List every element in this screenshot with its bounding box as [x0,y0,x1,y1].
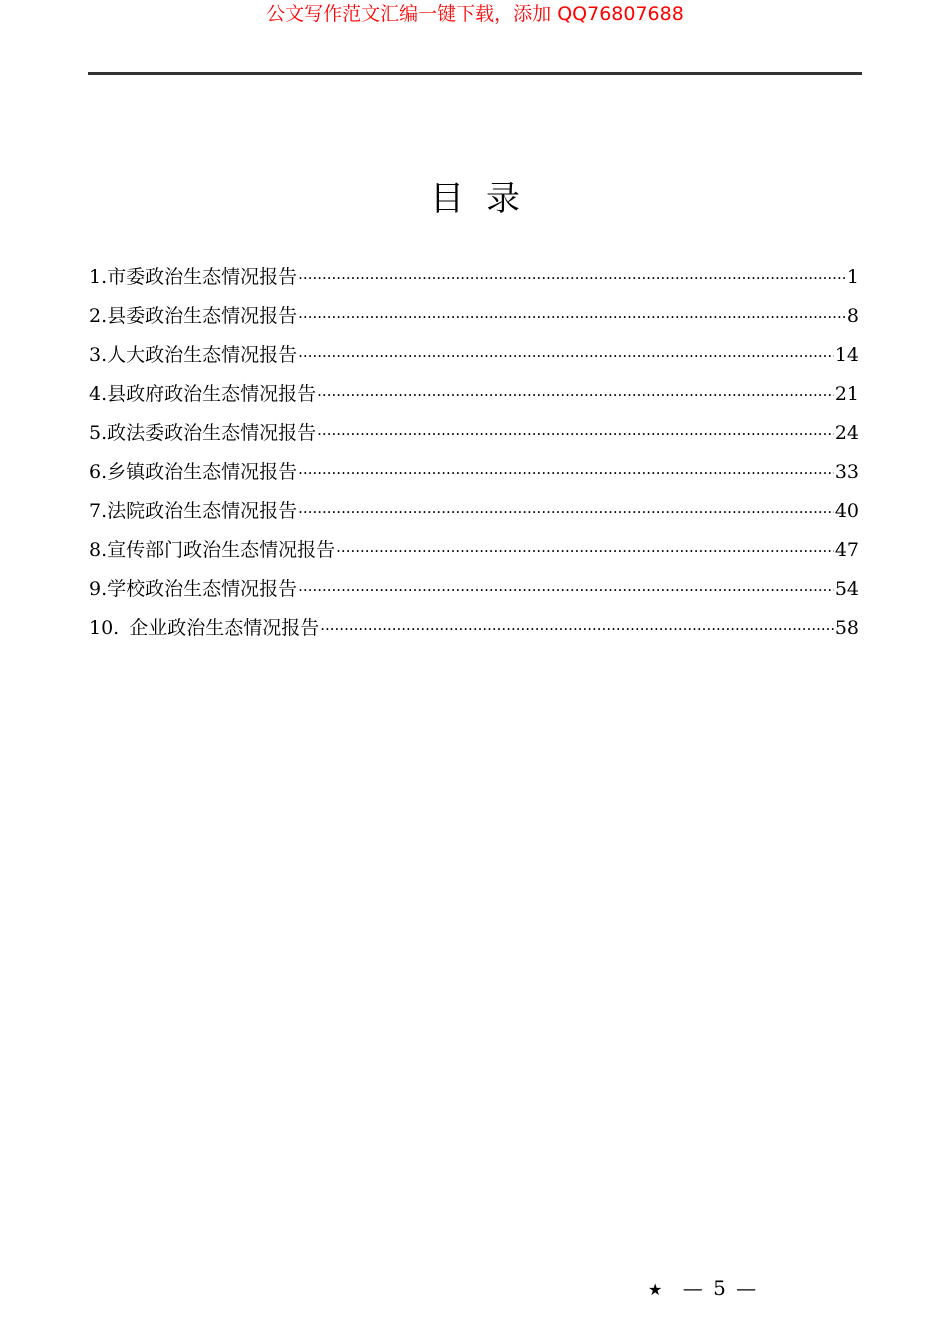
toc-entry-label: 县政府政治生态情况报告 [107,383,317,405]
footer-dash-left: — [682,1276,703,1300]
toc-leader-dots [317,415,834,454]
toc-leader-dots [298,454,834,493]
toc-entry-page: 58 [834,617,859,639]
toc-entry-page: 33 [834,461,859,483]
toc-entry-page: 21 [834,383,859,405]
toc-entry-number: 4. [89,383,108,405]
toc-entry[interactable] [89,570,859,609]
toc-entry[interactable] [89,297,859,336]
toc-entry-page: 8 [846,305,859,327]
toc-entry-number: 9. [89,578,108,600]
toc-entry-label: 政法委政治生态情况报告 [107,422,317,444]
toc-entry-label: 宣传部门政治生态情况报告 [107,539,336,561]
toc-entry-page: 40 [834,500,859,522]
toc-entry-page: 54 [834,578,859,600]
toc-entry-label: 企业政治生态情况报告 [129,617,320,639]
toc-leader-dots [298,493,834,532]
toc-leader-dots [317,376,834,415]
toc-entry-label: 人大政治生态情况报告 [107,344,298,366]
page-footer [648,1276,760,1302]
toc-entry-number: 2. [89,305,108,327]
toc-entry-label: 学校政治生态情况报告 [107,578,298,600]
toc-entry[interactable] [89,492,859,531]
toc-entry-page: 14 [834,344,859,366]
star-icon: ★ [648,1280,663,1299]
toc-entry[interactable] [89,375,859,414]
toc-entry-number: 10. [89,617,120,639]
toc-leader-dots [298,337,834,376]
toc-title: 目录 [430,179,542,219]
toc-entry[interactable] [89,453,859,492]
toc-entry[interactable] [89,414,859,453]
toc-leader-dots [320,610,834,649]
toc-entry-page: 47 [834,539,859,561]
toc-entry-number: 1. [89,266,108,288]
header-banner: 公文写作范文汇编一键下载，添加 QQ76807688 [266,3,684,25]
toc-entry-label: 法院政治生态情况报告 [107,500,298,522]
toc-entry-number: 8. [89,539,108,561]
toc-entry[interactable] [89,336,859,375]
toc-entry-label: 乡镇政治生态情况报告 [107,461,298,483]
toc-entry[interactable] [89,531,859,570]
footer-dash-right: — [736,1276,757,1300]
footer-page-number: 5 [713,1276,726,1300]
toc-leader-dots [298,298,846,337]
toc-entry-page: 1 [846,266,859,288]
toc-entry-number: 3. [89,344,108,366]
toc-entry-label: 市委政治生态情况报告 [107,266,298,288]
toc-entry[interactable] [89,258,859,297]
toc-leader-dots [336,532,834,571]
toc-entry-page: 24 [834,422,859,444]
toc-entry-number: 7. [89,500,108,522]
toc-leader-dots [298,259,846,298]
header-divider [88,72,862,75]
toc-entry-number: 6. [89,461,108,483]
toc-entry-label: 县委政治生态情况报告 [107,305,298,327]
toc-list [89,258,859,648]
toc-entry-number: 5. [89,422,108,444]
toc-entry[interactable] [89,609,859,648]
toc-leader-dots [298,571,834,610]
